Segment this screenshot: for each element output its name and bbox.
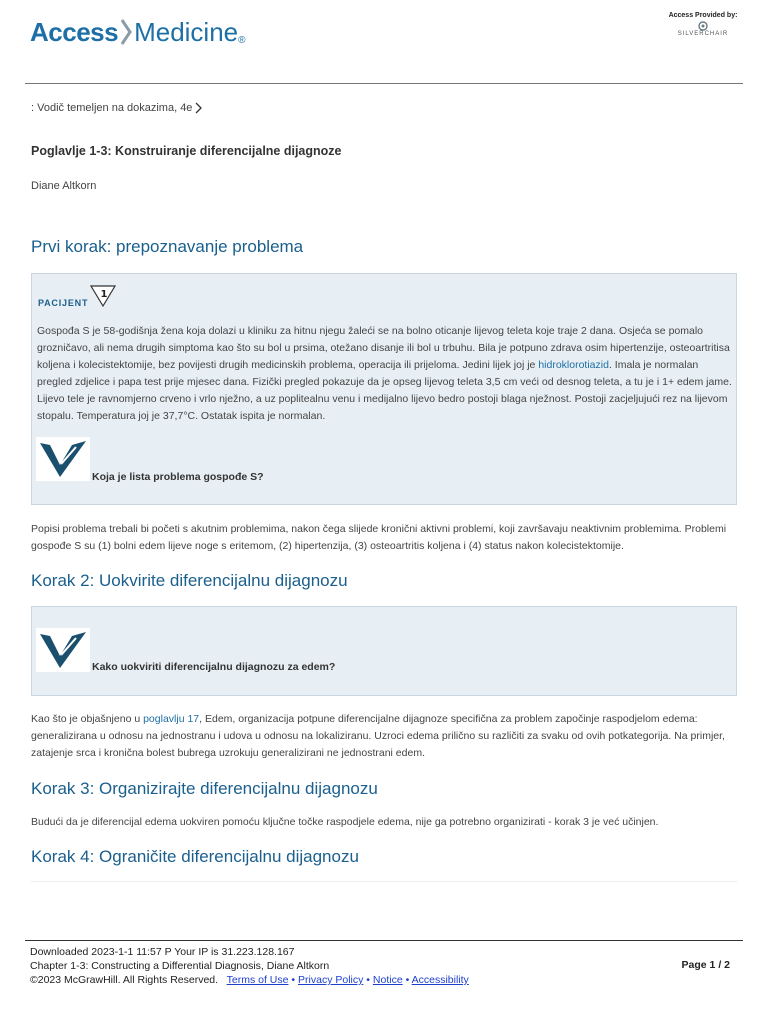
page-footer <box>30 945 730 987</box>
answer-paragraph: Popisi problema trebali bi početi s akutnim problemima, nakon čega slijede kronični aktivni problemi, koji završavaju neaktivnim problemima. Problemi gospođe S su (1) bolni edem lijeve noge s eritemom, (2) hipertenzija, (3) osteoartritis koljena i (4) status nakon kolecistektomije. <box>31 523 727 552</box>
notice-link[interactable]: Notice <box>372 974 403 986</box>
answer-paragraph <box>31 711 737 762</box>
case-text-part2: . Imala je normalan pregled zdjelice i papa test prije mjesec dana. Fizički pregled pokazuje da je opseg lijevog teleta 3,5 cm veći od desnog teleta, a tu je i 1+ edem jame. Lijevo tele je ravnomjerno crveno i vrlo nježno, a uz poplitealnu venu i medijalno lijevo bedro postoji blaga nježnost. Postoji zacjeljujući rez na lijevom stopalu. Temperatura joj je 37,7°C. Ostatak ispita je normalan. <box>37 359 732 422</box>
footer-divider <box>25 940 743 941</box>
question-text: Koja je lista problema gospođe S? <box>92 471 264 483</box>
page-number: Page 1 / 2 <box>681 959 730 971</box>
section-heading-step3: Korak 3: Organizirajte diferencijalnu dijagnozu <box>31 779 378 798</box>
patient-case-box <box>31 273 737 505</box>
access-provider <box>668 12 738 37</box>
bullet-separator: • <box>405 974 410 986</box>
provided-by-label: Access Provided by: <box>668 12 738 19</box>
provider-name: SILVERCHAIR <box>677 31 729 37</box>
accessibility-link[interactable]: Accessibility <box>411 974 469 986</box>
section-heading-step2: Korak 2: Uokvirite diferencijalnu dijagnozu <box>31 571 348 590</box>
content-divider <box>31 881 737 882</box>
bullet-separator: • <box>366 974 370 986</box>
section-heading-step1: Prvi korak: prepoznavanje problema <box>31 237 304 256</box>
patient-case-text <box>37 323 733 425</box>
case-text-part1: Gospođa S je 58-godišnja žena koja dolazi u kliniku za hitnu njegu žaleći se na bolno oticanje lijevog teleta koje traje 2 dana. Osjeća se pomalo grozničavo, ali nema drugih simptoma kao što su bol u prsima, otežano disanje ili bol u trbuhu. Bila je potpuno zdrava osim hipertenzije, osteoartritisa koljena i kolecistektomije, bez povijesti drugih medicinskih problema, operacija ili prijeloma. Jedini lijek joj je <box>37 325 730 371</box>
patient-number-badge-icon <box>90 284 116 308</box>
answer-part1: Kao što je objašnjeno u <box>31 713 144 725</box>
patient-label: PACIJENT <box>38 298 89 308</box>
question-box <box>31 606 737 696</box>
accessmedicine-logo[interactable] <box>30 12 246 52</box>
author: Diane Altkorn <box>31 180 97 192</box>
chapter-title: Poglavlje 1-3: Konstruiranje diferencijalne dijagnoze <box>31 144 342 158</box>
chapter-citation: Chapter 1-3: Constructing a Differential Diagnosis, Diane Altkorn <box>30 960 330 972</box>
header-divider <box>25 83 743 84</box>
breadcrumb[interactable] <box>31 102 203 114</box>
patient-number: 1 <box>100 289 108 300</box>
page-header <box>0 0 768 84</box>
logo-arrow-icon <box>120 12 132 52</box>
answer-part2: , Edem, organizacija potpune diferencijalne dijagnoze specifična za problem započinje raspodjelom edema: generalizirana u odnosu na jednostranu i udova u odnosu na lokaliziranu. Uzroci edema prilično su različiti za svaku od ovih potkategorija. Na primjer, zatajenje srca i kronična bolest bubrega uzrokuju generalizirani ne jednostrani edem. <box>31 713 725 759</box>
copyright: ©2023 McGrawHill. All Rights Reserved. <box>30 974 219 986</box>
checkmark-question-icon <box>36 437 90 481</box>
privacy-policy-link[interactable]: Privacy Policy <box>298 974 364 986</box>
logo-medicine-text: Medicine <box>134 16 239 47</box>
checkmark-question-icon <box>36 628 90 672</box>
patient-label-row <box>38 284 116 308</box>
terms-of-use-link[interactable]: Terms of Use <box>226 974 289 986</box>
drug-link[interactable]: hidroklorotiazid <box>538 359 609 371</box>
download-info: Downloaded 2023-1-1 11:57 P Your IP is 31.223.128.167 <box>30 946 295 958</box>
bullet-separator: • <box>291 974 296 986</box>
footer-links-line <box>30 973 730 987</box>
chapter-link[interactable]: poglavlju 17 <box>143 713 200 725</box>
logo-access-text: Access <box>30 16 119 47</box>
breadcrumb-book[interactable]: : Vodič temeljen na dokazima, 4e <box>31 102 193 114</box>
chevron-right-icon <box>195 102 203 114</box>
question-text: Kako uokviriti diferencijalnu dijagnozu za edem? <box>92 661 336 673</box>
logo-registered-mark: ® <box>238 34 246 46</box>
silverchair-logo-icon <box>698 21 708 31</box>
step3-paragraph: Budući da je diferencijal edema uokviren pomoću ključne točke raspodjele edema, nije ga potrebno organizirati - korak 3 je već učinjen. <box>31 816 659 828</box>
section-heading-step4: Korak 4: Ograničite diferencijalnu dijagnozu <box>31 847 359 866</box>
